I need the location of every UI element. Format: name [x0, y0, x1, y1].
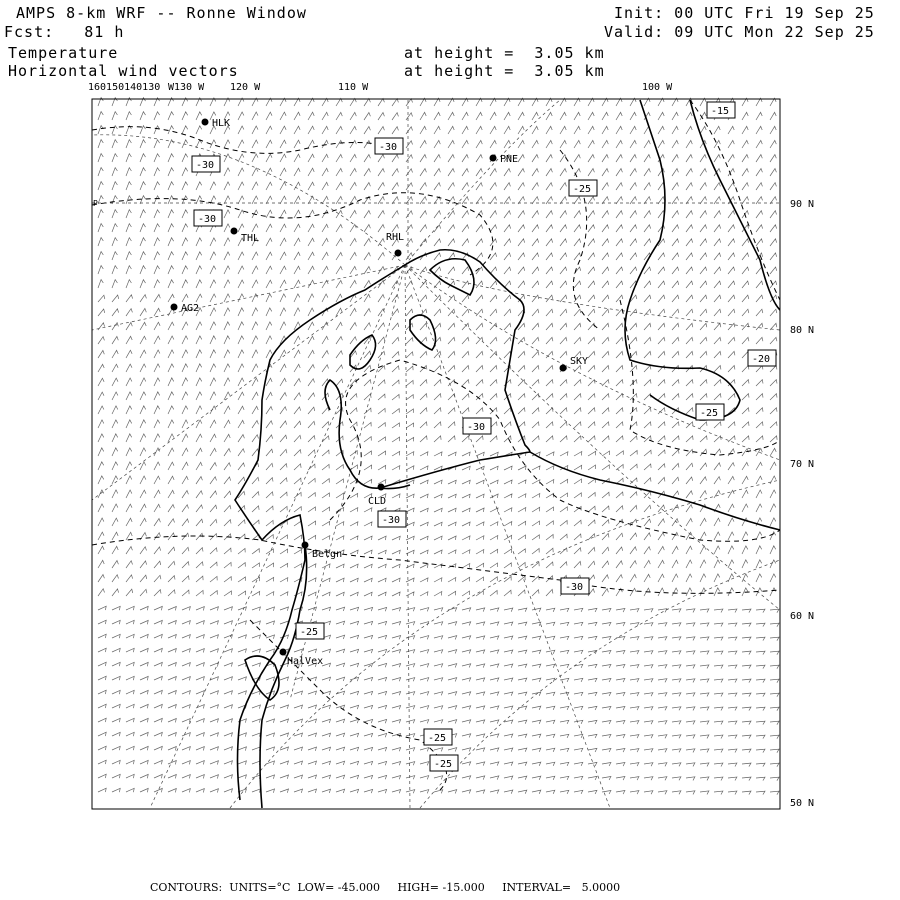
svg-text:PNE: PNE	[500, 154, 519, 165]
svg-text:AG2: AG2	[181, 303, 200, 314]
contour-label	[707, 102, 735, 118]
station-thl	[231, 228, 260, 245]
contour-label	[194, 210, 222, 226]
field-temperature: Temperature	[8, 44, 119, 62]
svg-text:CLD: CLD	[368, 496, 387, 507]
svg-text:-30: -30	[198, 214, 217, 225]
contour-label	[748, 350, 776, 366]
lat-label: 90 N	[790, 199, 815, 210]
contour-label	[296, 623, 324, 639]
svg-text:THL: THL	[241, 233, 260, 244]
svg-text:-30: -30	[382, 515, 401, 526]
station-hlk	[202, 118, 231, 129]
station-ag2	[171, 303, 200, 314]
contour-label	[430, 755, 458, 771]
svg-text:-30: -30	[379, 142, 398, 153]
contour-label	[696, 404, 724, 420]
contour-label	[569, 180, 597, 196]
svg-text:-25: -25	[434, 759, 453, 770]
svg-text:HLK: HLK	[212, 118, 231, 129]
svg-text:-25: -25	[300, 627, 319, 638]
svg-text:HalVex: HalVex	[287, 656, 324, 667]
station-rhl	[386, 232, 404, 257]
station-belgn	[302, 542, 343, 561]
lon-label: 120 W	[230, 82, 261, 93]
valid-time: Valid: 09 UTC Mon 22 Sep 25	[604, 23, 875, 41]
station-halvex	[280, 649, 324, 668]
station-sky	[560, 356, 589, 372]
svg-text:SKY: SKY	[570, 356, 589, 367]
lon-label: 100 W	[642, 82, 673, 93]
lat-label: 70 N	[790, 459, 815, 470]
contour-label	[375, 138, 403, 154]
contour-label	[192, 156, 220, 172]
contour-label	[424, 729, 452, 745]
temperature-contours	[92, 100, 780, 790]
svg-text:-30: -30	[196, 160, 215, 171]
lat-label: 60 N	[790, 611, 815, 622]
svg-text:-30: -30	[467, 422, 486, 433]
lat-label: 80 N	[790, 325, 815, 336]
height-label-1: at height = 3.05 km	[404, 44, 605, 62]
lon-label: 160150140130	[88, 82, 161, 93]
forecast-hour: Fcst: 81 h	[4, 23, 125, 41]
lat-label: 50 N	[790, 798, 815, 809]
map-title: AMPS 8-km WRF -- Ronne Window	[16, 4, 307, 22]
graticule	[92, 100, 780, 808]
wind-barb-field	[98, 98, 779, 795]
svg-text:-25: -25	[573, 184, 592, 195]
lon-label: W130 W	[168, 82, 205, 93]
svg-text:-15: -15	[711, 106, 730, 117]
svg-text:Belgn: Belgn	[312, 549, 343, 560]
svg-text:-25: -25	[428, 733, 447, 744]
contour-label	[561, 578, 589, 594]
field-wind-vectors: Horizontal wind vectors	[8, 62, 239, 80]
wind-barbs	[98, 98, 779, 795]
contour-info-footer: CONTOURS: UNITS=°C LOW= -45.000 HIGH= -15.000 INTERVAL= 5.0000	[150, 881, 621, 894]
contour-label	[378, 511, 406, 527]
contour-label	[463, 418, 491, 434]
svg-text:-25: -25	[700, 408, 719, 419]
height-label-2: at height = 3.05 km	[404, 62, 605, 80]
svg-text:RHL: RHL	[386, 232, 405, 243]
init-time: Init: 00 UTC Fri 19 Sep 25	[614, 4, 875, 22]
lon-label: 110 W	[338, 82, 369, 93]
edge-label: P	[93, 199, 98, 208]
svg-text:-30: -30	[565, 582, 584, 593]
map-frame	[92, 99, 780, 809]
svg-text:-20: -20	[752, 354, 771, 365]
